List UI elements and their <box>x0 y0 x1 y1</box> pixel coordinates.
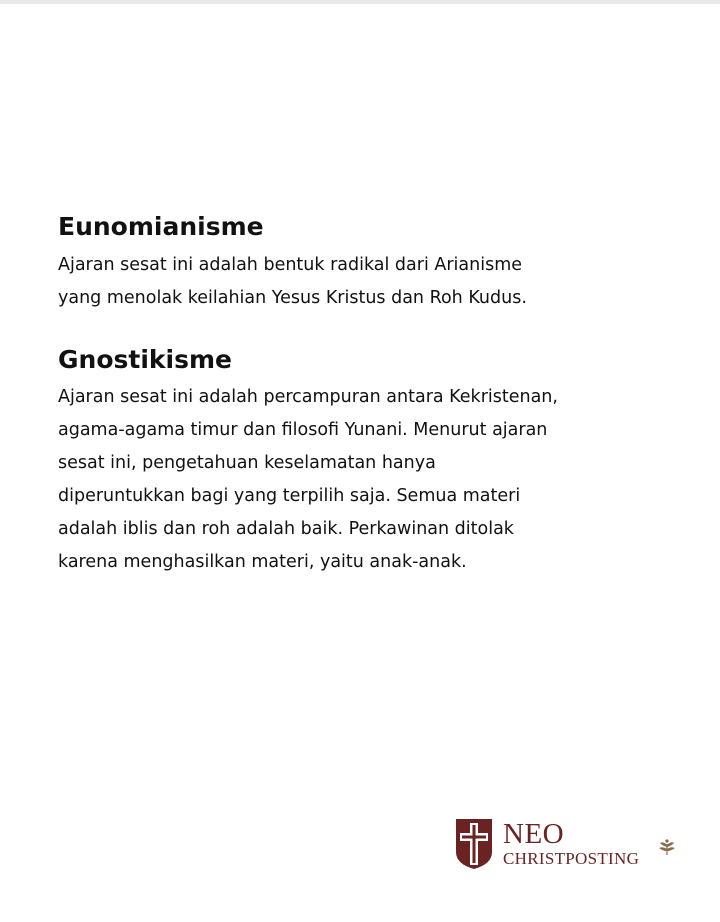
body-line: yang menolak keilahian Yesus Kristus dan Roh Kudus. <box>58 288 527 308</box>
section-title-gnostikisme: Gnostikisme <box>58 345 232 374</box>
body-line: Ajaran sesat ini adalah percampuran antara Kekristenan, <box>58 387 558 407</box>
cross-shield-icon <box>455 818 493 870</box>
body-line: adalah iblis dan roh adalah baik. Perkawinan ditolak <box>58 519 514 539</box>
body-line: Ajaran sesat ini adalah bentuk radikal dari Arianisme <box>58 255 523 275</box>
body-line: agama-agama timur dan filosofi Yunani. Menurut ajaran <box>58 420 548 440</box>
section-title-eunomianisme: Eunomianisme <box>58 212 264 241</box>
body-line: diperuntukkan bagi yang terpilih saja. Semua materi <box>58 486 521 506</box>
section-body-eunomianisme <box>58 249 527 315</box>
brand-name-primary: NEO <box>503 818 565 850</box>
section-body-gnostikisme <box>58 381 558 579</box>
brand-logo <box>455 818 685 874</box>
top-divider <box>0 0 720 4</box>
body-line: sesat ini, pengetahuan keselamatan hanya <box>58 453 436 473</box>
sprig-icon <box>657 838 677 856</box>
brand-name-secondary: CHRISTPOSTING <box>503 849 640 868</box>
body-line: karena menghasilkan materi, yaitu anak-anak. <box>58 552 467 572</box>
